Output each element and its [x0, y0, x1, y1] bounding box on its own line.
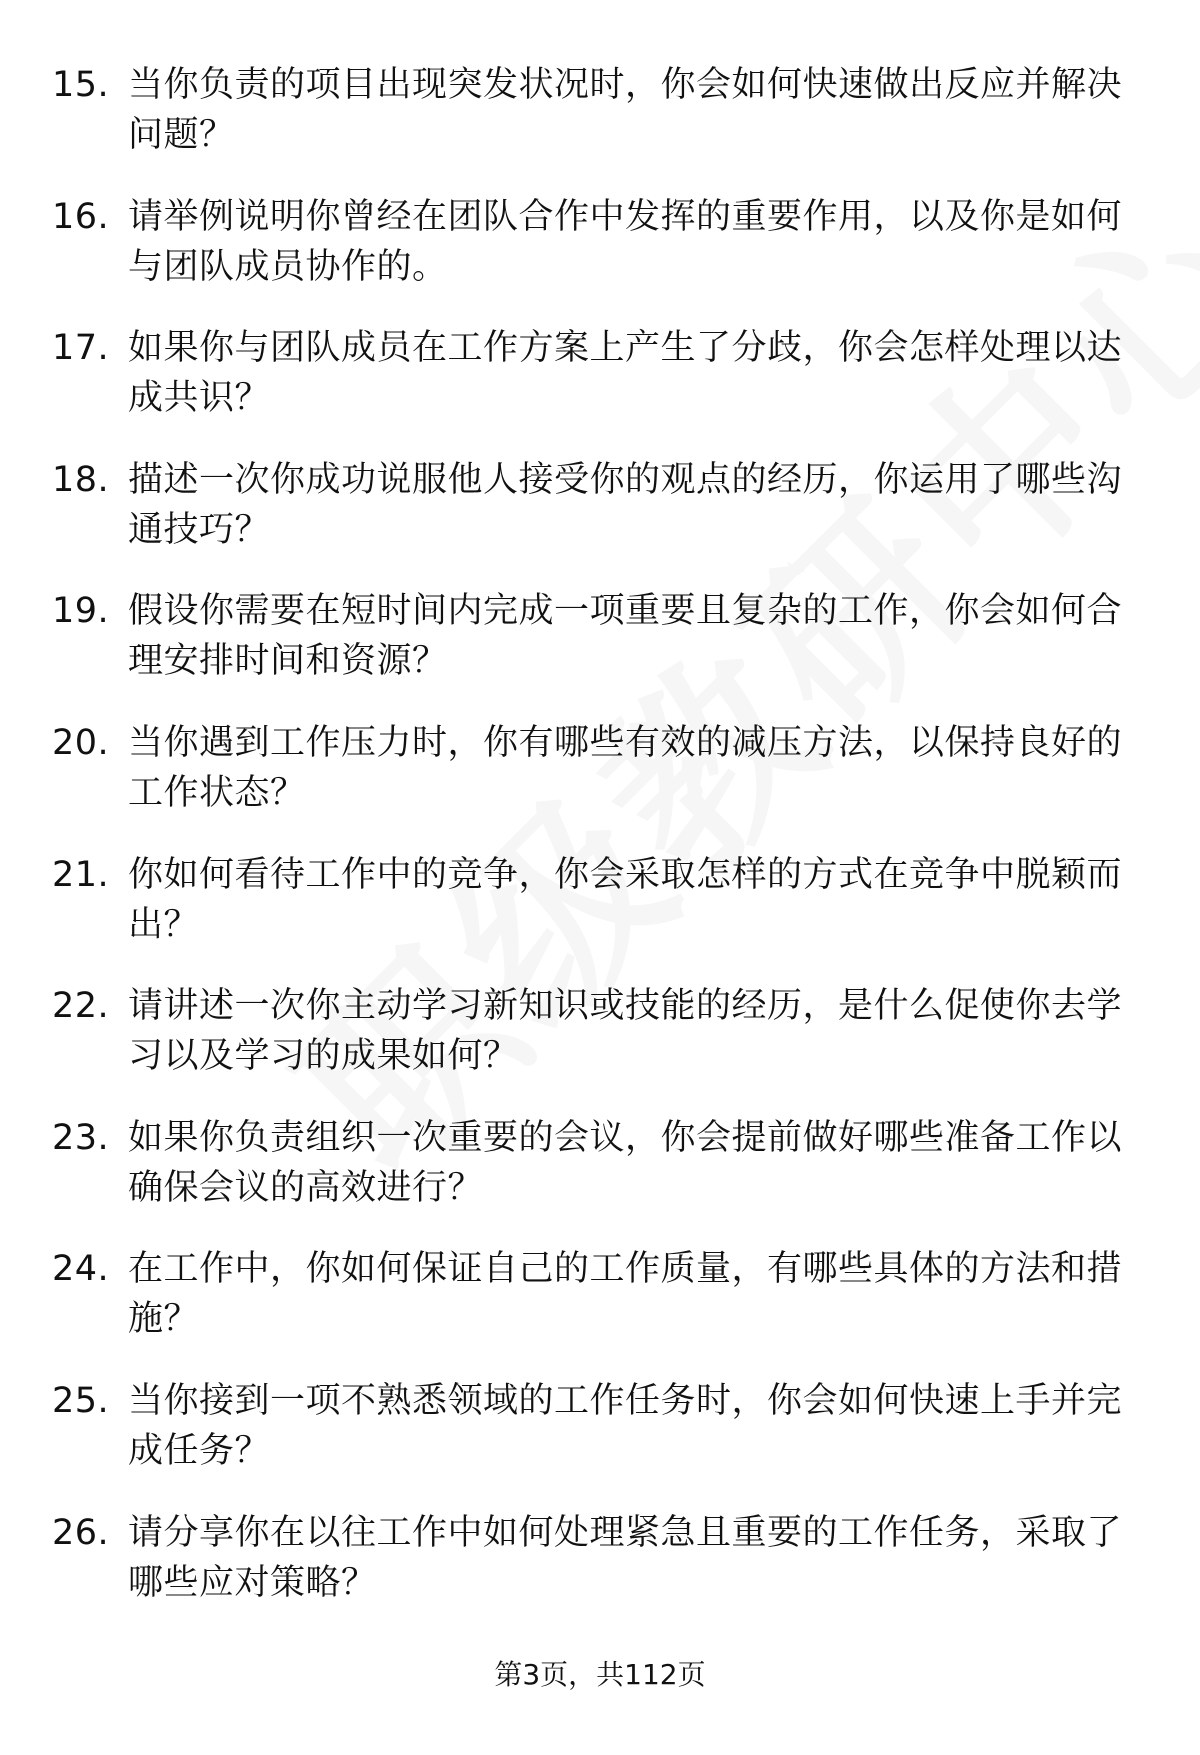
- question-number: 24.: [52, 1249, 110, 1290]
- question-item: [0, 60, 1200, 192]
- question-number: 22.: [52, 986, 110, 1027]
- question-number: 18.: [52, 459, 110, 500]
- question-number: 26.: [52, 1512, 110, 1553]
- page-number-label: 第3页，共112页: [494, 1658, 706, 1691]
- question-number: 23.: [52, 1117, 110, 1158]
- question-number: 21.: [52, 854, 110, 895]
- question-item: [0, 1244, 1200, 1376]
- question-text: 请讲述一次你主动学习新知识或技能的经历，是什么促使你去学习以及学习的成果如何？: [128, 986, 1123, 1077]
- question-item: [0, 1376, 1200, 1508]
- question-item: [0, 850, 1200, 982]
- question-text: 描述一次你成功说服他人接受你的观点的经历，你运用了哪些沟通技巧？: [128, 459, 1123, 550]
- question-item: [0, 586, 1200, 718]
- question-text: 请举例说明你曾经在团队合作中发挥的重要作用，以及你是如何与团队成员协作的。: [128, 196, 1123, 287]
- question-item: [0, 981, 1200, 1113]
- question-text: 你如何看待工作中的竞争，你会采取怎样的方式在竞争中脱颖而出？: [128, 854, 1123, 945]
- question-text: 如果你与团队成员在工作方案上产生了分歧，你会怎样处理以达成共识？: [128, 328, 1123, 419]
- question-number: 17.: [52, 328, 110, 369]
- question-text: 假设你需要在短时间内完成一项重要且复杂的工作，你会如何合理安排时间和资源？: [128, 591, 1123, 682]
- question-item: [0, 718, 1200, 850]
- question-text: 当你负责的项目出现突发状况时，你会如何快速做出反应并解决问题？: [128, 65, 1123, 155]
- question-text: 当你遇到工作压力时，你有哪些有效的减压方法，以保持良好的工作状态？: [128, 722, 1123, 813]
- question-item: [0, 192, 1200, 324]
- question-number: 25.: [52, 1380, 110, 1421]
- question-number: 19.: [52, 591, 110, 632]
- question-text: 在工作中，你如何保证自己的工作质量，有哪些具体的方法和措施？: [128, 1249, 1123, 1340]
- question-text: 请分享你在以往工作中如何处理紧急且重要的工作任务，采取了哪些应对策略？: [128, 1512, 1123, 1603]
- question-text: 当你接到一项不熟悉领域的工作任务时，你会如何快速上手并完成任务？: [128, 1380, 1123, 1471]
- question-number: 15.: [52, 65, 110, 105]
- question-number: 16.: [52, 196, 110, 237]
- question-number: 20.: [52, 722, 110, 763]
- question-list: [0, 60, 1200, 1639]
- question-text: 如果你负责组织一次重要的会议，你会提前做好哪些准备工作以确保会议的高效进行？: [128, 1117, 1123, 1208]
- question-item: [0, 1508, 1200, 1640]
- question-item: [0, 323, 1200, 455]
- question-item: [0, 455, 1200, 587]
- page-footer: [0, 1655, 1200, 1695]
- question-item: [0, 1113, 1200, 1245]
